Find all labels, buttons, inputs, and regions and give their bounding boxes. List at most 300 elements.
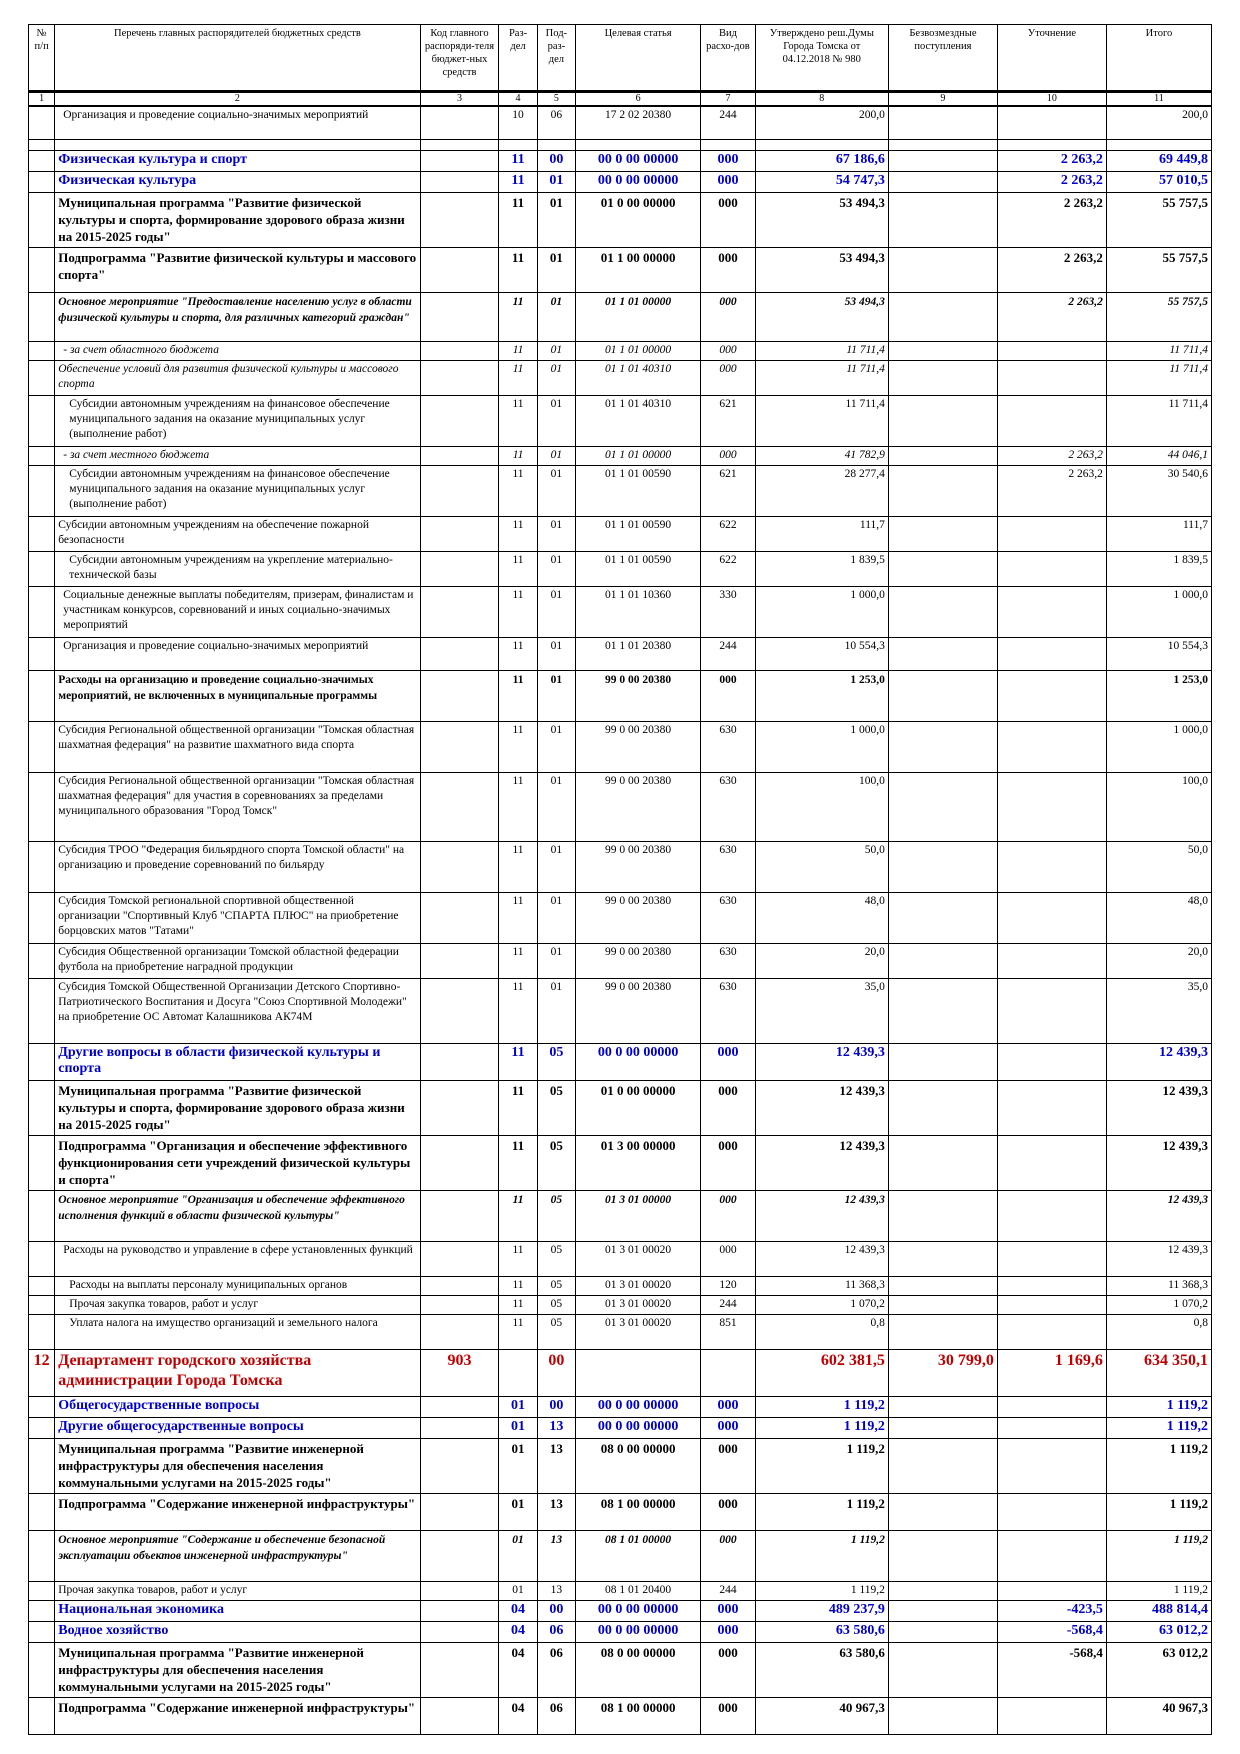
cell-approved: 111,7 xyxy=(755,517,888,552)
cell-name: Расходы на организацию и проведение социально-значимых мероприятий, не включенных в муниципальные программы xyxy=(55,671,420,722)
cell-code xyxy=(420,1242,499,1277)
cell-approved: 53 494,3 xyxy=(755,193,888,248)
cell-section: 11 xyxy=(499,396,537,447)
cell-kind: 000 xyxy=(701,1698,756,1735)
cell-code xyxy=(420,1622,499,1643)
cell-subsection: 00 xyxy=(537,1601,575,1622)
cell-total: 634 350,1 xyxy=(1106,1350,1211,1397)
cell-code xyxy=(420,1698,499,1735)
cell-grants xyxy=(888,1582,997,1601)
cell-num xyxy=(29,1439,55,1494)
budget-table-sheet xyxy=(28,24,1212,1735)
cell-total: 44 046,1 xyxy=(1106,447,1211,466)
table-row xyxy=(29,587,1212,638)
cell-num xyxy=(29,1494,55,1531)
cell-approved: 48,0 xyxy=(755,893,888,944)
colnum-11: 11 xyxy=(1106,92,1211,107)
cell-code xyxy=(420,671,499,722)
cell-name: Уплата налога на имущество организаций и земельного налога xyxy=(55,1315,420,1350)
cell-approved: 12 439,3 xyxy=(755,1191,888,1242)
cell-approved: 1 253,0 xyxy=(755,671,888,722)
cell-name: Расходы на выплаты персоналу муниципальных органов xyxy=(55,1277,420,1296)
cell-total: 30 540,6 xyxy=(1106,466,1211,517)
spacer-cell xyxy=(701,140,756,151)
cell-adjust xyxy=(997,1296,1106,1315)
cell-total: 11 711,4 xyxy=(1106,361,1211,396)
cell-num xyxy=(29,979,55,1044)
cell-approved: 602 381,5 xyxy=(755,1350,888,1397)
cell-adjust: 2 263,2 xyxy=(997,172,1106,193)
cell-section: 11 xyxy=(499,944,537,979)
cell-total: 50,0 xyxy=(1106,842,1211,893)
cell-target: 01 3 01 00020 xyxy=(576,1242,701,1277)
cell-total: 1 119,2 xyxy=(1106,1439,1211,1494)
cell-section: 11 xyxy=(499,722,537,773)
cell-num xyxy=(29,842,55,893)
cell-total: 10 554,3 xyxy=(1106,638,1211,671)
cell-target xyxy=(576,1350,701,1397)
cell-section: 11 xyxy=(499,1136,537,1191)
cell-total: 1 119,2 xyxy=(1106,1418,1211,1439)
cell-subsection: 00 xyxy=(537,1397,575,1418)
cell-grants xyxy=(888,1191,997,1242)
cell-total: 100,0 xyxy=(1106,773,1211,842)
cell-approved: 20,0 xyxy=(755,944,888,979)
cell-name: Субсидии автономным учреждениям на финансовое обеспечение муниципального задания на оказание муниципальных услуг (выполнение работ) xyxy=(55,396,420,447)
cell-grants xyxy=(888,1277,997,1296)
cell-code xyxy=(420,1315,499,1350)
cell-total: 12 439,3 xyxy=(1106,1136,1211,1191)
cell-subsection: 05 xyxy=(537,1296,575,1315)
table-row xyxy=(29,361,1212,396)
cell-subsection: 05 xyxy=(537,1242,575,1277)
cell-name: Субсидия ТРОО "Федерация бильярдного спорта Томской области" на организацию и проведение соревнований по бильярду xyxy=(55,842,420,893)
cell-num xyxy=(29,722,55,773)
cell-subsection: 01 xyxy=(537,944,575,979)
header-target: Целевая статья xyxy=(576,25,701,92)
cell-total: 488 814,4 xyxy=(1106,1601,1211,1622)
cell-approved: 54 747,3 xyxy=(755,172,888,193)
cell-name: Основное мероприятие "Организация и обеспечение эффективного исполнения функций в области физической культуры" xyxy=(55,1191,420,1242)
cell-subsection: 01 xyxy=(537,671,575,722)
cell-adjust: 2 263,2 xyxy=(997,193,1106,248)
table-row xyxy=(29,466,1212,517)
cell-name: Субсидии автономным учреждениям на укрепление материально-технической базы xyxy=(55,552,420,587)
cell-target: 00 0 00 00000 xyxy=(576,1044,701,1081)
cell-name: Субсидии автономным учреждениям на обеспечение пожарной безопасности xyxy=(55,517,420,552)
cell-kind xyxy=(701,1350,756,1397)
colnum-6: 6 xyxy=(576,92,701,107)
cell-num xyxy=(29,1242,55,1277)
header-row xyxy=(29,25,1212,92)
cell-grants xyxy=(888,944,997,979)
cell-code xyxy=(420,293,499,342)
cell-total: 1 000,0 xyxy=(1106,722,1211,773)
cell-target: 01 1 01 40310 xyxy=(576,361,701,396)
cell-grants xyxy=(888,1439,997,1494)
cell-kind: 000 xyxy=(701,193,756,248)
cell-name: Субсидия Общественной организации Томской областной федерации футбола на приобретение наградной продукции xyxy=(55,944,420,979)
table-row xyxy=(29,517,1212,552)
table-row xyxy=(29,1296,1212,1315)
cell-total: 12 439,3 xyxy=(1106,1191,1211,1242)
cell-total: 55 757,5 xyxy=(1106,293,1211,342)
cell-target: 17 2 02 20380 xyxy=(576,106,701,140)
cell-kind: 000 xyxy=(701,1418,756,1439)
cell-total: 55 757,5 xyxy=(1106,248,1211,293)
cell-adjust xyxy=(997,1531,1106,1582)
cell-num xyxy=(29,396,55,447)
cell-kind: 120 xyxy=(701,1277,756,1296)
table-row xyxy=(29,944,1212,979)
table-row xyxy=(29,447,1212,466)
cell-name: Департамент городского хозяйства администрации Города Томска xyxy=(55,1350,420,1397)
cell-adjust xyxy=(997,1277,1106,1296)
cell-subsection: 01 xyxy=(537,396,575,447)
cell-num xyxy=(29,447,55,466)
cell-grants xyxy=(888,1242,997,1277)
cell-kind: 000 xyxy=(701,1643,756,1698)
cell-code xyxy=(420,773,499,842)
cell-kind: 000 xyxy=(701,1081,756,1136)
cell-name: Муниципальная программа "Развитие физической культуры и спорта, формирование здорового образа жизни на 2015-2025 годы" xyxy=(55,193,420,248)
cell-kind: 244 xyxy=(701,1296,756,1315)
cell-target: 01 1 01 10360 xyxy=(576,587,701,638)
cell-approved: 1 119,2 xyxy=(755,1397,888,1418)
cell-approved: 100,0 xyxy=(755,773,888,842)
cell-subsection: 06 xyxy=(537,1622,575,1643)
cell-grants xyxy=(888,517,997,552)
cell-name: Физическая культура и спорт xyxy=(55,151,420,172)
cell-num xyxy=(29,1582,55,1601)
table-row xyxy=(29,1044,1212,1081)
cell-name: Муниципальная программа "Развитие инженерной инфраструктуры для обеспечения населения коммунальными услугами на 2015-2025 годы" xyxy=(55,1643,420,1698)
cell-num xyxy=(29,248,55,293)
cell-num xyxy=(29,193,55,248)
cell-code xyxy=(420,1531,499,1582)
cell-num xyxy=(29,1277,55,1296)
cell-total: 1 119,2 xyxy=(1106,1531,1211,1582)
cell-section: 01 xyxy=(499,1418,537,1439)
cell-section: 11 xyxy=(499,193,537,248)
cell-section: 11 xyxy=(499,1191,537,1242)
cell-adjust: 2 263,2 xyxy=(997,293,1106,342)
cell-grants xyxy=(888,342,997,361)
cell-subsection: 01 xyxy=(537,552,575,587)
cell-section: 01 xyxy=(499,1582,537,1601)
cell-num xyxy=(29,172,55,193)
cell-approved: 1 119,2 xyxy=(755,1582,888,1601)
cell-code xyxy=(420,1439,499,1494)
cell-kind: 244 xyxy=(701,638,756,671)
cell-adjust xyxy=(997,1242,1106,1277)
cell-target: 08 0 00 00000 xyxy=(576,1439,701,1494)
cell-name: Субсидия Региональной общественной организации "Томская областная шахматная федерация" на развитие шахматного вида спорта xyxy=(55,722,420,773)
table-row xyxy=(29,1191,1212,1242)
table-row xyxy=(29,151,1212,172)
cell-adjust xyxy=(997,1698,1106,1735)
cell-target: 01 1 01 20380 xyxy=(576,638,701,671)
cell-approved: 1 119,2 xyxy=(755,1418,888,1439)
cell-num xyxy=(29,1418,55,1439)
cell-adjust xyxy=(997,944,1106,979)
cell-subsection: 06 xyxy=(537,1698,575,1735)
cell-section: 04 xyxy=(499,1601,537,1622)
cell-num xyxy=(29,151,55,172)
cell-section: 11 xyxy=(499,1315,537,1350)
cell-target: 00 0 00 00000 xyxy=(576,151,701,172)
colnum-10: 10 xyxy=(997,92,1106,107)
cell-num xyxy=(29,1643,55,1698)
header-total: Итого xyxy=(1106,25,1211,92)
spacer-cell xyxy=(1106,140,1211,151)
cell-approved: 1 000,0 xyxy=(755,587,888,638)
cell-subsection: 01 xyxy=(537,722,575,773)
cell-total: 20,0 xyxy=(1106,944,1211,979)
cell-code xyxy=(420,447,499,466)
cell-grants xyxy=(888,248,997,293)
cell-subsection: 01 xyxy=(537,466,575,517)
cell-adjust xyxy=(997,1191,1106,1242)
cell-adjust xyxy=(997,517,1106,552)
table-row xyxy=(29,172,1212,193)
cell-adjust: 2 263,2 xyxy=(997,466,1106,517)
cell-grants xyxy=(888,396,997,447)
cell-num xyxy=(29,517,55,552)
cell-adjust: 2 263,2 xyxy=(997,151,1106,172)
cell-grants xyxy=(888,1601,997,1622)
cell-adjust: 1 169,6 xyxy=(997,1350,1106,1397)
cell-target: 01 1 01 40310 xyxy=(576,396,701,447)
cell-grants xyxy=(888,361,997,396)
cell-num xyxy=(29,671,55,722)
cell-subsection: 05 xyxy=(537,1277,575,1296)
table-row xyxy=(29,1350,1212,1397)
cell-adjust xyxy=(997,1136,1106,1191)
cell-code xyxy=(420,1081,499,1136)
cell-grants xyxy=(888,1418,997,1439)
cell-grants: 30 799,0 xyxy=(888,1350,997,1397)
cell-subsection: 01 xyxy=(537,342,575,361)
cell-target: 01 1 01 00590 xyxy=(576,552,701,587)
cell-target: 08 1 00 00000 xyxy=(576,1698,701,1735)
cell-section: 01 xyxy=(499,1397,537,1418)
cell-target: 08 0 00 00000 xyxy=(576,1643,701,1698)
cell-subsection: 01 xyxy=(537,172,575,193)
cell-kind: 000 xyxy=(701,671,756,722)
cell-adjust: -568,4 xyxy=(997,1643,1106,1698)
cell-target: 01 1 01 00000 xyxy=(576,342,701,361)
cell-kind: 244 xyxy=(701,1582,756,1601)
cell-section: 11 xyxy=(499,248,537,293)
cell-num xyxy=(29,1044,55,1081)
cell-num xyxy=(29,773,55,842)
cell-section: 11 xyxy=(499,517,537,552)
cell-code xyxy=(420,466,499,517)
cell-target: 99 0 00 20380 xyxy=(576,944,701,979)
cell-code xyxy=(420,552,499,587)
cell-name: Подпрограмма "Содержание инженерной инфраструктуры" xyxy=(55,1698,420,1735)
cell-subsection: 13 xyxy=(537,1582,575,1601)
cell-kind: 000 xyxy=(701,361,756,396)
cell-name: - за счет местного бюджета xyxy=(55,447,420,466)
table-row xyxy=(29,671,1212,722)
cell-grants xyxy=(888,1622,997,1643)
cell-total: 11 711,4 xyxy=(1106,396,1211,447)
cell-subsection: 01 xyxy=(537,893,575,944)
cell-subsection: 01 xyxy=(537,587,575,638)
cell-kind: 000 xyxy=(701,1601,756,1622)
cell-kind: 000 xyxy=(701,1136,756,1191)
table-row xyxy=(29,1582,1212,1601)
cell-grants xyxy=(888,1044,997,1081)
cell-name: Подпрограмма "Содержание инженерной инфраструктуры" xyxy=(55,1494,420,1531)
table-row xyxy=(29,193,1212,248)
cell-code xyxy=(420,1191,499,1242)
cell-num xyxy=(29,1601,55,1622)
cell-subsection: 01 xyxy=(537,193,575,248)
cell-code xyxy=(420,106,499,140)
cell-subsection: 00 xyxy=(537,1350,575,1397)
cell-target: 00 0 00 00000 xyxy=(576,1601,701,1622)
cell-num xyxy=(29,944,55,979)
table-row xyxy=(29,342,1212,361)
cell-subsection: 00 xyxy=(537,151,575,172)
cell-grants xyxy=(888,671,997,722)
cell-target: 99 0 00 20380 xyxy=(576,671,701,722)
cell-total: 1 070,2 xyxy=(1106,1296,1211,1315)
cell-code xyxy=(420,151,499,172)
cell-target: 01 1 01 00590 xyxy=(576,517,701,552)
cell-code xyxy=(420,1601,499,1622)
cell-num xyxy=(29,1531,55,1582)
cell-section: 11 xyxy=(499,638,537,671)
cell-section: 11 xyxy=(499,552,537,587)
cell-grants xyxy=(888,1698,997,1735)
cell-approved: 0,8 xyxy=(755,1315,888,1350)
cell-grants xyxy=(888,1531,997,1582)
cell-code xyxy=(420,1277,499,1296)
header-kind: Вид расхо-дов xyxy=(701,25,756,92)
cell-code xyxy=(420,1397,499,1418)
cell-grants xyxy=(888,1296,997,1315)
table-row xyxy=(29,1439,1212,1494)
cell-grants xyxy=(888,151,997,172)
cell-name: Муниципальная программа "Развитие инженерной инфраструктуры для обеспечения населения коммунальными услугами на 2015-2025 годы" xyxy=(55,1439,420,1494)
cell-num xyxy=(29,1397,55,1418)
cell-subsection: 13 xyxy=(537,1494,575,1531)
cell-code xyxy=(420,342,499,361)
cell-section xyxy=(499,1350,537,1397)
cell-section: 11 xyxy=(499,893,537,944)
cell-num xyxy=(29,552,55,587)
cell-target: 01 0 00 00000 xyxy=(576,1081,701,1136)
cell-approved: 11 711,4 xyxy=(755,361,888,396)
cell-approved: 63 580,6 xyxy=(755,1622,888,1643)
cell-target: 08 1 00 00000 xyxy=(576,1494,701,1531)
cell-total: 35,0 xyxy=(1106,979,1211,1044)
cell-target: 00 0 00 00000 xyxy=(576,1397,701,1418)
cell-section: 11 xyxy=(499,466,537,517)
cell-kind: 851 xyxy=(701,1315,756,1350)
cell-name: Другие общегосударственные вопросы xyxy=(55,1418,420,1439)
cell-adjust xyxy=(997,1081,1106,1136)
cell-target: 99 0 00 20380 xyxy=(576,842,701,893)
cell-num xyxy=(29,1698,55,1735)
cell-approved: 1 119,2 xyxy=(755,1531,888,1582)
cell-section: 11 xyxy=(499,151,537,172)
cell-num xyxy=(29,893,55,944)
cell-code xyxy=(420,944,499,979)
cell-target: 01 1 01 00000 xyxy=(576,447,701,466)
cell-total: 11 711,4 xyxy=(1106,342,1211,361)
cell-subsection: 01 xyxy=(537,979,575,1044)
cell-approved: 11 711,4 xyxy=(755,342,888,361)
cell-target: 01 1 00 00000 xyxy=(576,248,701,293)
spacer-cell xyxy=(576,140,701,151)
cell-total: 1 119,2 xyxy=(1106,1494,1211,1531)
cell-adjust: 2 263,2 xyxy=(997,248,1106,293)
cell-code xyxy=(420,1044,499,1081)
cell-total: 69 449,8 xyxy=(1106,151,1211,172)
cell-target: 01 3 01 00020 xyxy=(576,1277,701,1296)
cell-subsection: 06 xyxy=(537,106,575,140)
cell-subsection: 01 xyxy=(537,773,575,842)
cell-section: 11 xyxy=(499,1296,537,1315)
cell-approved: 50,0 xyxy=(755,842,888,893)
header-section: Раз-дел xyxy=(499,25,537,92)
table-row xyxy=(29,773,1212,842)
cell-approved: 28 277,4 xyxy=(755,466,888,517)
colnum-2: 2 xyxy=(55,92,420,107)
spacer-cell xyxy=(755,140,888,151)
cell-approved: 12 439,3 xyxy=(755,1081,888,1136)
cell-grants xyxy=(888,106,997,140)
cell-total: 57 010,5 xyxy=(1106,172,1211,193)
cell-subsection: 01 xyxy=(537,361,575,396)
cell-name: Расходы на руководство и управление в сфере установленных функций xyxy=(55,1242,420,1277)
table-row xyxy=(29,1643,1212,1698)
cell-approved: 10 554,3 xyxy=(755,638,888,671)
cell-total: 1 119,2 xyxy=(1106,1582,1211,1601)
cell-name: Обеспечение условий для развития физической культуры и массового спорта xyxy=(55,361,420,396)
cell-kind: 000 xyxy=(701,1242,756,1277)
cell-name: Общегосударственные вопросы xyxy=(55,1397,420,1418)
cell-adjust xyxy=(997,587,1106,638)
cell-section: 11 xyxy=(499,361,537,396)
cell-code xyxy=(420,587,499,638)
cell-name: Субсидия Томской Общественной Организации Детского Спортивно-Патриотического Воспитания и Досуга "Союз Спортивной Молодежи" на приобретение ОС Автомат Калашникова АК74М xyxy=(55,979,420,1044)
cell-approved: 53 494,3 xyxy=(755,248,888,293)
cell-target: 01 0 00 00000 xyxy=(576,193,701,248)
cell-section: 11 xyxy=(499,671,537,722)
cell-approved: 1 070,2 xyxy=(755,1296,888,1315)
table-row xyxy=(29,1277,1212,1296)
cell-total: 111,7 xyxy=(1106,517,1211,552)
table-row xyxy=(29,293,1212,342)
cell-num xyxy=(29,293,55,342)
table-row xyxy=(29,722,1212,773)
cell-target: 01 1 01 00000 xyxy=(576,293,701,342)
cell-kind: 000 xyxy=(701,248,756,293)
cell-adjust xyxy=(997,1494,1106,1531)
header-subsection: Под-раз-дел xyxy=(537,25,575,92)
cell-section: 11 xyxy=(499,293,537,342)
cell-subsection: 01 xyxy=(537,638,575,671)
cell-name: Основное мероприятие "Предоставление населению услуг в области физической культуры и спорта, для различных категорий граждан" xyxy=(55,293,420,342)
cell-section: 11 xyxy=(499,587,537,638)
cell-kind: 000 xyxy=(701,293,756,342)
